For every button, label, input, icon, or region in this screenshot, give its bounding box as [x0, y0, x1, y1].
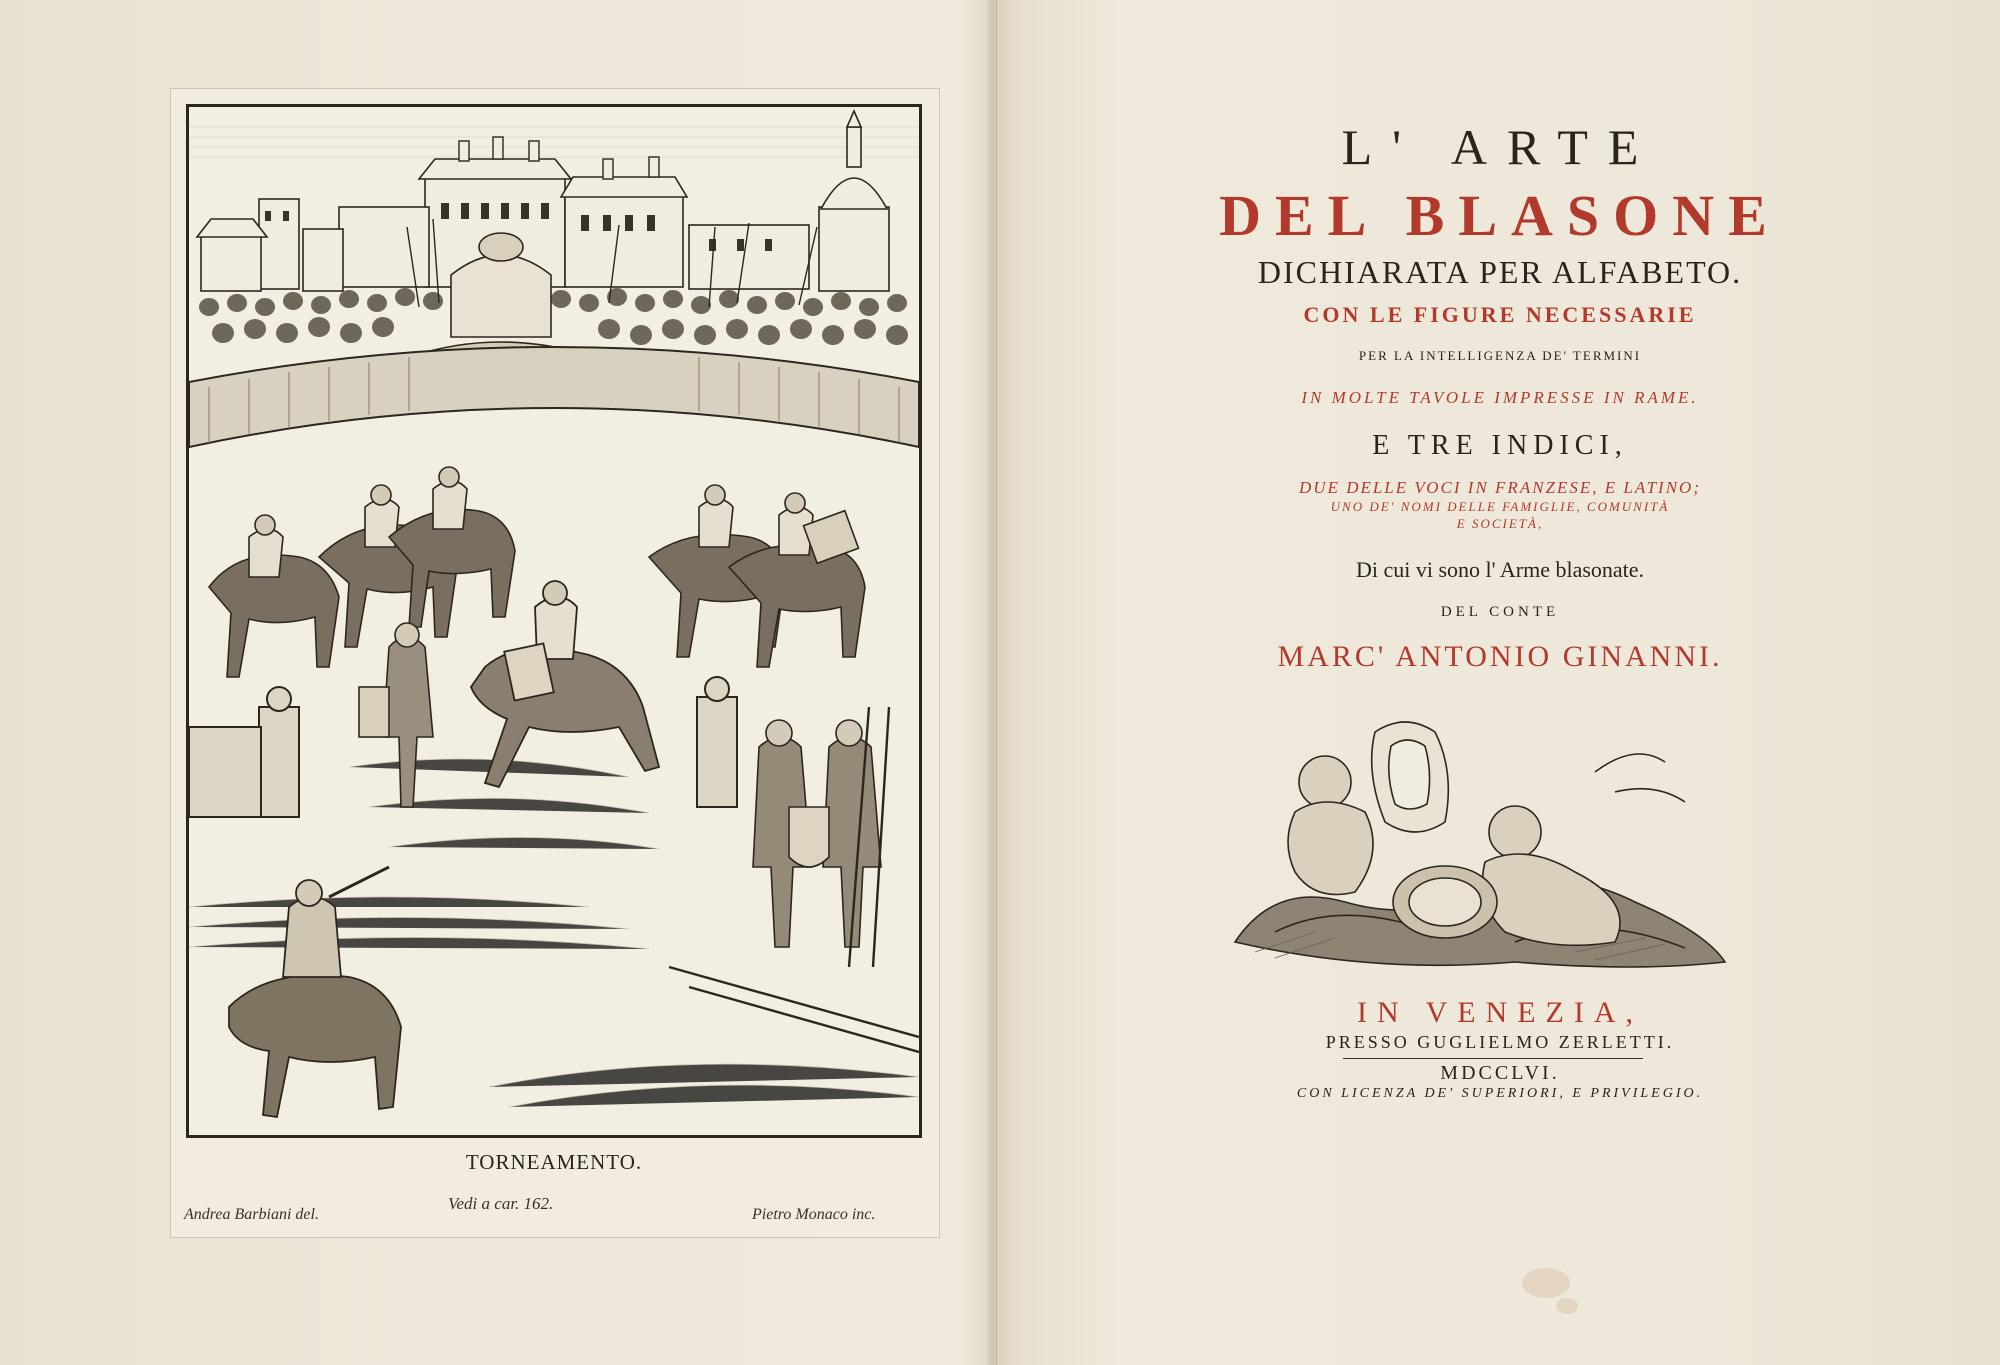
putti-vignette — [1215, 712, 1745, 982]
title-line-blasone: DEL BLASONE — [1219, 183, 1781, 248]
subtitle-indici: E TRE INDICI, — [1372, 430, 1628, 461]
imprint-year: MDCCLVI. — [1440, 1062, 1560, 1084]
standing-trumpeter — [359, 623, 433, 807]
sky-hatching — [189, 127, 919, 157]
subtitle-voci: DUE DELLE VOCI IN FRANZESE, E LATINO; — [1299, 478, 1701, 497]
foot-soldiers — [753, 720, 881, 947]
subtitle-societa: E SOCIETÀ, — [1456, 516, 1544, 531]
subtitle-tavole: IN MOLTE TAVOLE IMPRESSE IN RAME. — [1301, 388, 1699, 407]
credit-draughtsman: Andrea Barbiani del. — [184, 1206, 319, 1223]
subtitle-alfabeto: DICHIARATA PER ALFABETO. — [1257, 254, 1743, 290]
imprint-city: IN VENEZIA, — [1356, 996, 1644, 1029]
imprint-license: CON LICENZA DE' SUPERIORI, E PRIVILEGIO. — [1296, 1086, 1704, 1101]
author-name: MARC' ANTONIO GINANNI. — [1277, 640, 1723, 673]
page-fold — [996, 0, 997, 1365]
engraving-artwork — [189, 107, 919, 1135]
plate-caption: TORNEAMENTO. — [465, 1150, 643, 1174]
arena-wall — [189, 347, 919, 447]
subtitle-famiglie: UNO DE' NOMI DELLE FAMIGLIE, COMUNITÀ — [1330, 499, 1670, 514]
title-line-arte: L' ARTE — [1341, 119, 1659, 175]
subtitle-figure: CON LE FIGURE NECESSARIE — [1303, 302, 1697, 327]
subtitle-arme: Di cui vi sono l' Arme blasonate. — [1355, 557, 1645, 582]
tournament-engraving — [186, 104, 922, 1138]
imprint-rule — [1343, 1058, 1643, 1059]
knights-left — [209, 467, 515, 677]
author-prefix: DEL CONTE — [1440, 604, 1560, 620]
palace-buildings — [197, 111, 889, 291]
subtitle-intelligenza: PER LA INTELLIGENZA DE' TERMINI — [1358, 348, 1642, 363]
knights-right — [649, 485, 865, 667]
foxing-stain — [1522, 1268, 1570, 1298]
imprint-printer: PRESSO GUGLIELMO ZERLETTI. — [1325, 1032, 1675, 1052]
lists-gates — [189, 677, 737, 817]
credit-engraver: Pietro Monaco inc. — [752, 1206, 876, 1223]
foxing-stain — [1556, 1298, 1578, 1314]
credit-page-reference: Vedi a car. 162. — [448, 1194, 554, 1213]
